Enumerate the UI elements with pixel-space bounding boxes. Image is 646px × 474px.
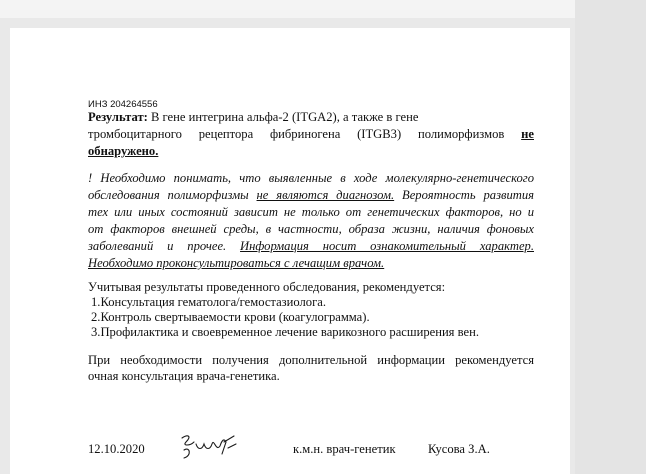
result-not-bold: не [521, 127, 534, 141]
result-not-detected: обнаружено. [88, 144, 159, 158]
note-text-5a: заболеваний и прочее. [88, 239, 227, 253]
inz-number: ИНЗ 204264556 [88, 99, 158, 110]
closing-line-2: очная консультация врача-генетика. [88, 369, 280, 383]
signature-title: к.м.н. врач-генетик [293, 442, 396, 456]
closing-line-1: При необходимости получения дополнительной информации рекомендуется [88, 353, 534, 367]
result-label: Результат: [88, 110, 148, 124]
viewer-top-strip [0, 0, 575, 18]
note-line-1: ! Необходимо понимать, что выявленные в ходе молекулярно-генетического [88, 171, 534, 185]
viewer-right-gutter [575, 0, 646, 474]
note-line-4: от факторов внешней среды, в частности, образа жизни, наличия фоновых [88, 222, 534, 236]
recommend-item: 2.Контроль свертываемости крови (коагулограмма). [91, 310, 370, 324]
signature-name: Кусова З.А. [428, 442, 490, 456]
handwritten-signature [176, 428, 242, 462]
note-not-diagnosis: не являются диагнозом. [256, 188, 395, 202]
note-text-2a: обследования полиморфизмы [88, 188, 249, 202]
note-line-2 [88, 187, 534, 204]
document-page [10, 28, 570, 474]
result-text-1: В гене интегрина альфа-2 (ITGA2), а также в гене [151, 110, 419, 124]
result-line-1 [88, 109, 534, 126]
recommend-item: 3.Профилактика и своевременное лечение варикозного расширения вен. [91, 325, 479, 339]
signature-date: 12.10.2020 [88, 442, 145, 456]
recommend-intro: Учитывая результаты проведенного обследования, рекомендуется: [88, 280, 446, 294]
note-info-notice: Информация носит ознакомительный характер. [240, 239, 534, 253]
result-text-2: тромбоцитарного рецептора фибриногена (ITGB3) полиморфизмов [88, 127, 505, 141]
result-line-3 [88, 143, 158, 160]
note-text-2b: Вероятность развития [402, 188, 534, 202]
note-line-5 [88, 238, 534, 255]
recommend-item: 1.Консультация гематолога/гемостазиолога. [91, 295, 327, 309]
note-line-3: тех или иных состояний зависит не только от генетических факторов, но и [88, 205, 534, 219]
note-line-6: Необходимо проконсультироваться с лечащим врачом. [88, 256, 385, 270]
result-line-2 [88, 126, 534, 143]
